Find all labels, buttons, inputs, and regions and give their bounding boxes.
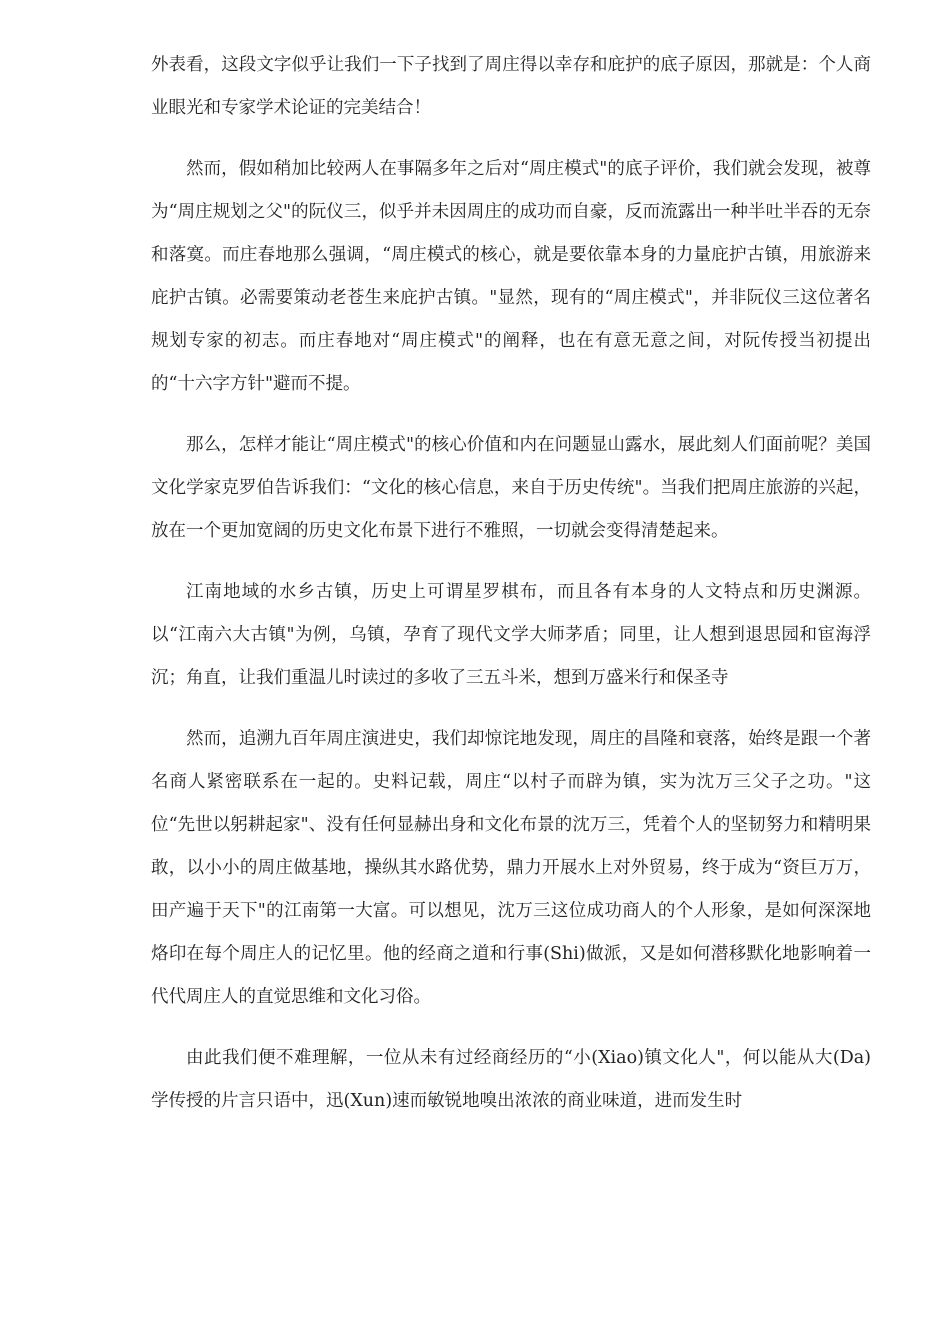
document-body xyxy=(151,44,871,1141)
paragraph-2: 然而，假如稍加比较两人在事隔多年之后对“周庄模式"的底子评价，我们就会发现，被尊为“周庄规划之父"的阮仪三，似乎并未因周庄的成功而自豪，反而流露出一种半吐半吞的无奈和落寞。而庄春地那么强调，“周庄模式的核心，就是要依靠本身的力量庇护古镇，用旅游来庇护古镇。必需要策动老苍生来庇护古镇。"显然，现有的“周庄模式"，并非阮仪三这位著名规划专家的初志。而庄春地对“周庄模式"的阐释，也在有意无意之间，对阮传授当初提出的“十六字方针"避而不提。 xyxy=(151,159,871,394)
paragraph-3: 那么，怎样才能让“周庄模式"的核心价值和内在问题显山露水，展此刻人们面前呢？美国文化学家克罗伯告诉我们：“文化的核心信息，来自于历史传统"。当我们把周庄旅游的兴起，放在一个更加宽阔的历史文化布景下进行不雅照，一切就会变得清楚起来。 xyxy=(151,435,871,541)
paragraph-4: 江南地域的水乡古镇，历史上可谓星罗棋布，而且各有本身的人文特点和历史渊源。以“江南六大古镇"为例，乌镇，孕育了现代文学大师茅盾；同里，让人想到退思园和宦海浮沉；角直，让我们重温儿时读过的多收了三五斗米，想到万盛米行和保圣寺 xyxy=(151,582,871,688)
paragraph-6: 由此我们便不难理解，一位从未有过经商经历的“小(Xiao)镇文化人"，何以能从大(Da)学传授的片言只语中，迅(Xun)速而敏锐地嗅出浓浓的商业味道，进而发生时 xyxy=(151,1048,871,1111)
paragraph-1: 外表看，这段文字似乎让我们一下子找到了周庄得以幸存和庇护的底子原因，那就是：个人商业眼光和专家学术论证的完美结合！ xyxy=(151,55,871,118)
paragraph-5: 然而，追溯九百年周庄演进史，我们却惊诧地发现，周庄的昌隆和衰落，始终是跟一个著名商人紧密联系在一起的。史料记载，周庄“以村子而辟为镇，实为沈万三父子之功。"这位“先世以躬耕起家"、没有任何显赫出身和文化布景的沈万三，凭着个人的坚韧努力和精明果敢，以小小的周庄做基地，操纵其水路优势，鼎力开展水上对外贸易，终于成为“资巨万万，田产遍于天下"的江南第一大富。可以想见，沈万三这位成功商人的个人形象，是如何深深地烙印在每个周庄人的记忆里。他的经商之道和行事(Shi)做派，又是如何潜移默化地影响着一代代周庄人的直觉思维和文化习俗。 xyxy=(151,729,871,1007)
